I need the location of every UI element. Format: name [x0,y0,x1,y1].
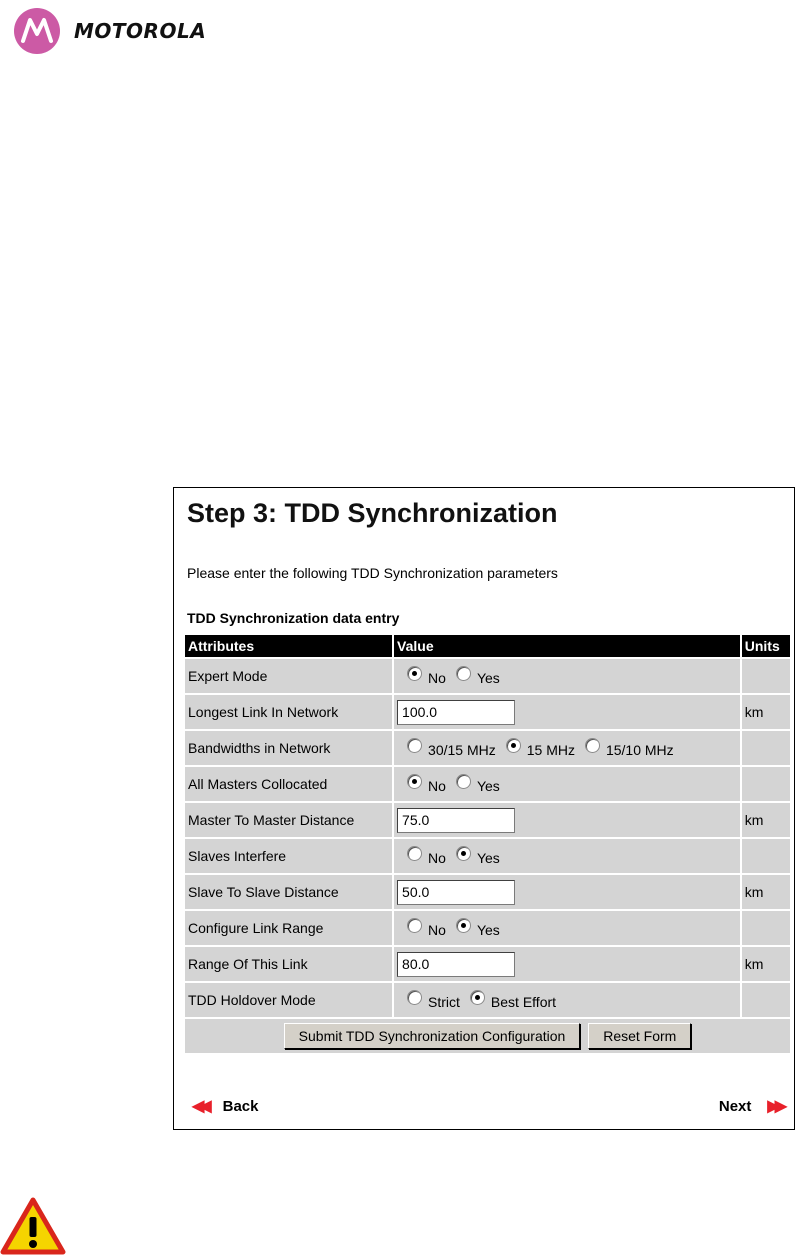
header-units: Units [742,635,790,657]
attribute-label: Range Of This Link [185,947,392,981]
radio-option[interactable] [407,990,460,1010]
radio-label: No [428,922,446,938]
radio-group [397,990,737,1010]
table-row [185,803,790,837]
tdd-sync-table [183,633,792,1055]
section-title: TDD Synchronization data entry [187,610,400,626]
radio-unchecked-icon[interactable] [456,774,471,789]
value-input[interactable] [397,952,515,977]
header-value: Value [394,635,740,657]
radio-label: 15/10 MHz [605,742,674,758]
radio-option[interactable] [456,918,500,938]
attribute-label: Slaves Interfere [185,839,392,873]
radio-unchecked-icon[interactable] [407,846,422,861]
attribute-label: TDD Holdover Mode [185,983,392,1017]
back-link[interactable] [192,1096,258,1116]
attribute-label: Bandwidths in Network [185,731,392,765]
attribute-label: Expert Mode [185,659,392,693]
radio-label: 15 MHz [526,742,575,758]
radio-option[interactable] [407,918,446,938]
radio-unchecked-icon[interactable] [407,738,422,753]
radio-checked-icon[interactable] [456,918,471,933]
button-cell [185,1019,790,1053]
button-row [185,1019,790,1053]
unit-label [742,659,790,693]
table-row [185,659,790,693]
value-cell [394,767,740,801]
radio-label: Best Effort [490,994,557,1010]
radio-option[interactable] [506,738,575,758]
radio-group [397,774,737,794]
radio-label: 30/15 MHz [428,742,496,758]
radio-label: Yes [476,670,500,686]
radio-option[interactable] [407,666,446,686]
radio-option[interactable] [407,846,446,866]
value-cell [394,803,740,837]
radio-label: Yes [476,850,500,866]
radio-group [397,846,737,866]
radio-unchecked-icon[interactable] [407,990,422,1005]
value-cell [394,839,740,873]
unit-label [742,983,790,1017]
motorola-logo [14,8,206,54]
attribute-label: Configure Link Range [185,911,392,945]
radio-label: No [428,778,446,794]
value-cell [394,983,740,1017]
next-label: Next [718,1097,752,1115]
table-row [185,731,790,765]
radio-option[interactable] [407,774,446,794]
table-row [185,839,790,873]
radio-option[interactable] [407,738,496,758]
table-row [185,767,790,801]
radio-checked-icon[interactable] [456,846,471,861]
warning-triangle-icon [0,1197,66,1260]
page-title: Step 3: TDD Synchronization [187,498,558,528]
unit-label [742,911,790,945]
unit-label [742,767,790,801]
radio-unchecked-icon[interactable] [585,738,600,753]
header-attributes: Attributes [185,635,392,657]
value-input[interactable] [397,880,515,905]
brand-name: MOTOROLA [74,19,207,43]
unit-label: km [742,803,790,837]
radio-label: Strict [428,994,460,1010]
radio-label: No [428,670,446,686]
value-cell [394,947,740,981]
unit-label: km [742,947,790,981]
radio-checked-icon[interactable] [407,666,422,681]
radio-option[interactable] [456,846,500,866]
radio-label: No [428,850,446,866]
unit-label [742,839,790,873]
value-input[interactable] [397,808,515,833]
unit-label: km [742,695,790,729]
table-row [185,695,790,729]
table-row [185,875,790,909]
attribute-label: All Masters Collocated [185,767,392,801]
radio-group [397,738,737,758]
value-cell [394,911,740,945]
table-row [185,911,790,945]
radio-unchecked-icon[interactable] [456,666,471,681]
back-label: Back [222,1097,259,1115]
intro-text: Please enter the following TDD Synchronization parameters [187,565,558,581]
radio-label: Yes [476,922,500,938]
radio-checked-icon[interactable] [407,774,422,789]
tdd-sync-screenshot [173,487,795,1130]
double-right-arrow-icon: ▶▶ [767,1098,782,1115]
radio-option[interactable] [470,990,556,1010]
value-cell [394,659,740,693]
radio-label: Yes [476,778,500,794]
radio-option[interactable] [456,666,500,686]
double-left-arrow-icon: ◀◀ [192,1098,207,1115]
table-row [185,947,790,981]
radio-option[interactable] [456,774,500,794]
radio-group [397,666,737,686]
value-input[interactable] [397,700,515,725]
value-cell [394,731,740,765]
next-link[interactable] [719,1096,782,1116]
radio-unchecked-icon[interactable] [407,918,422,933]
radio-checked-icon[interactable] [470,990,485,1005]
attribute-label: Slave To Slave Distance [185,875,392,909]
unit-label [742,731,790,765]
attribute-label: Longest Link In Network [185,695,392,729]
submit-tdd-config-button[interactable]: Submit TDD Synchronization Configuration [284,1023,581,1049]
attribute-label: Master To Master Distance [185,803,392,837]
unit-label: km [742,875,790,909]
value-cell [394,695,740,729]
radio-option[interactable] [585,738,674,758]
radio-group [397,918,737,938]
reset-form-button[interactable]: Reset Form [588,1023,691,1049]
table-row [185,983,790,1017]
radio-checked-icon[interactable] [506,738,521,753]
motorola-batwing-icon [14,8,60,54]
table-header-row [185,635,790,657]
value-cell [394,875,740,909]
